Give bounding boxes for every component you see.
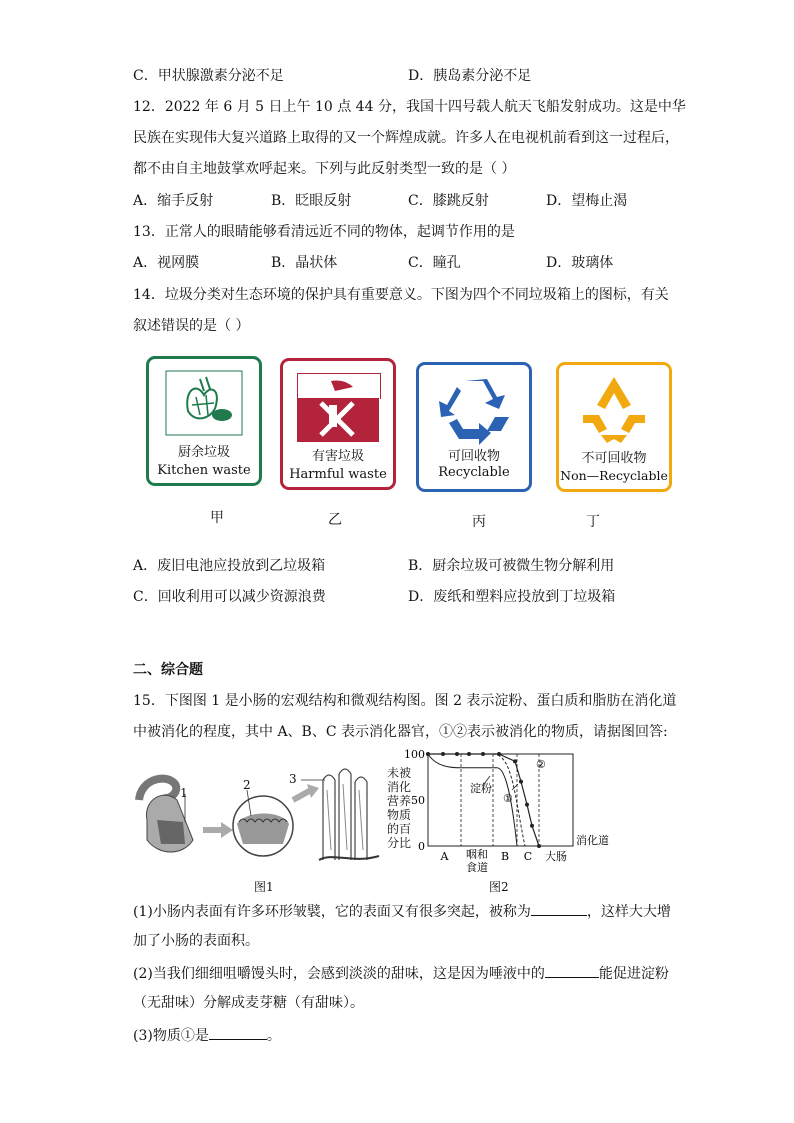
q12-option-c: C．膝跳反射 (408, 193, 489, 209)
answer-blank-1[interactable] (531, 900, 587, 916)
bin-label-cn: 有害垃圾 (311, 449, 364, 464)
answer-blank-2[interactable] (545, 962, 599, 978)
series-2-point (426, 752, 430, 756)
recyclable-bin-icon (416, 362, 532, 492)
series-2-point (537, 844, 541, 848)
series-2-point (481, 752, 485, 756)
bin-tag-bing: 丙 (472, 514, 486, 530)
small-intestine-figure (133, 760, 383, 870)
y-tick-label: 50 (411, 794, 425, 807)
curve-label: ② (536, 758, 546, 771)
bin-label-en: Recyclable (438, 465, 510, 480)
x-axis-label: B (500, 850, 510, 863)
series-2-point (497, 752, 501, 756)
series-2-point (530, 824, 534, 828)
q15-sub1-line2: 加了小肠的表面积。 (133, 933, 259, 949)
q13-option-c: C．瞳孔 (408, 255, 461, 271)
fig1-label-2: 2 (243, 778, 251, 792)
bin-tag-ding: 丁 (586, 514, 600, 530)
fig1-caption: 图1 (254, 880, 274, 894)
recycle-arrows-icon (435, 373, 513, 445)
q15-stem-line2: 中被消化的程度，其中 A、B、C 表示消化器官，①②表示被消化的物质，请据图回答: (133, 724, 668, 740)
y-tick-label: 100 (404, 748, 425, 761)
fig2-caption: 图2 (489, 880, 509, 894)
q15-sub2-line1: (2)当我们细细咀嚼馒头时，会感到淡淡的甜味，这是因为唾液中的 能促进淀粉 (133, 962, 669, 984)
q12-option-b: B．眨眼反射 (271, 193, 352, 209)
y-tick-label: 0 (418, 840, 425, 853)
bin-label-en: Kitchen waste (157, 463, 251, 478)
non-recyclable-bin-icon (556, 362, 672, 492)
bin-label-en: Harmful waste (289, 467, 387, 482)
x-axis-label: 食道 (466, 861, 488, 874)
plot-frame (428, 754, 573, 846)
x-axis-label: C (523, 850, 533, 863)
x-axis-title: 消化道 (576, 834, 609, 847)
series-2-point (441, 752, 445, 756)
q13-option-a: A．视网膜 (133, 255, 200, 271)
non-recycle-arrows-icon (579, 375, 649, 447)
q14-option-d: D．废纸和塑料应投放到丁垃圾箱 (408, 589, 616, 605)
q15-sub2-line2: （无甜味）分解成麦芽糖（有甜味）。 (133, 995, 364, 1011)
q12-option-a: A．缩手反射 (133, 193, 214, 209)
q14-option-b: B．厨余垃圾可被微生物分解利用 (408, 558, 615, 574)
bin-tag-yi: 乙 (328, 512, 342, 528)
digestion-chart (404, 746, 618, 896)
q15-sub1-line1: (1)小肠内表面有许多环形皱襞，它的表面又有很多突起，被称为 ，这样大大增 (133, 900, 671, 922)
q15-stem-line1: 15．下图图 1 是小肠的宏观结构和微观结构图。图 2 表示淀粉、蛋白质和脂肪在消化道 (133, 693, 677, 709)
leftover-food-icon (166, 371, 242, 435)
x-axis-label: A (440, 850, 449, 863)
fig2-ylabel: 未被 消化 营养 物质 的百 分比 (386, 766, 411, 850)
curve-label: ① (503, 792, 513, 805)
q12-stem-line3: 都不由自主地鼓掌欢呼起来。下列与此反射类型一致的是（ ） (133, 161, 516, 177)
bin-tag-jia: 甲 (210, 510, 224, 526)
q14-option-c: C．回收利用可以减少资源浪费 (133, 589, 326, 605)
x-axis-label: 咽和 (466, 848, 488, 861)
bin-label-cn: 可回收物 (447, 449, 500, 464)
fig1-label-1: 1 (180, 786, 188, 800)
series-2-point (519, 780, 523, 784)
bin-label-en: Non—Recyclable (560, 468, 668, 483)
harmful-waste-bin-icon (280, 358, 396, 490)
q12-stem-line1: 12．2022 年 6 月 5 日上午 10 点 44 分，我国十四号载人航天飞船发射成功。这是中华 (133, 99, 686, 115)
q12-option-d: D．望梅止渴 (546, 193, 628, 209)
q11-option-d: D．胰岛素分泌不足 (408, 68, 532, 84)
q14-stem-line2: 叙述错误的是（ ） (133, 318, 250, 334)
series-2-point (455, 752, 459, 756)
fig1-label-3: 3 (289, 772, 297, 786)
q14-stem-line1: 14．垃圾分类对生态环境的保护具有重要意义。下图为四个不同垃圾箱上的图标，有关 (133, 287, 669, 303)
curve-label: 淀粉 (470, 782, 492, 795)
bin-label-cn: 厨余垃圾 (177, 445, 230, 460)
bin-label-cn: 不可回收物 (581, 451, 647, 466)
series-2-point (467, 752, 471, 756)
answer-blank-3[interactable] (209, 1024, 267, 1040)
crossed-battery-icon (313, 377, 363, 439)
q11-option-c: C．甲状腺激素分泌不足 (133, 68, 284, 84)
kitchen-waste-bin-icon (146, 356, 262, 486)
section-heading: 二、综合题 (133, 662, 203, 678)
q13-option-b: B．晶状体 (271, 255, 338, 271)
series-2-point (525, 803, 529, 807)
q14-option-a: A．废旧电池应投放到乙垃圾箱 (133, 558, 326, 574)
x-axis-label: 大肠 (545, 850, 567, 863)
q12-stem-line2: 民族在实现伟大复兴道路上取得的又一个辉煌成就。许多人在电视机前看到这一过程后， (133, 130, 679, 146)
series-2-point (513, 759, 517, 763)
q13-option-d: D．玻璃体 (546, 255, 614, 271)
q13-stem: 13．正常人的眼睛能够看清远近不同的物体，起调节作用的是 (133, 224, 515, 240)
q15-sub3: (3)物质①是 。 (133, 1024, 281, 1046)
